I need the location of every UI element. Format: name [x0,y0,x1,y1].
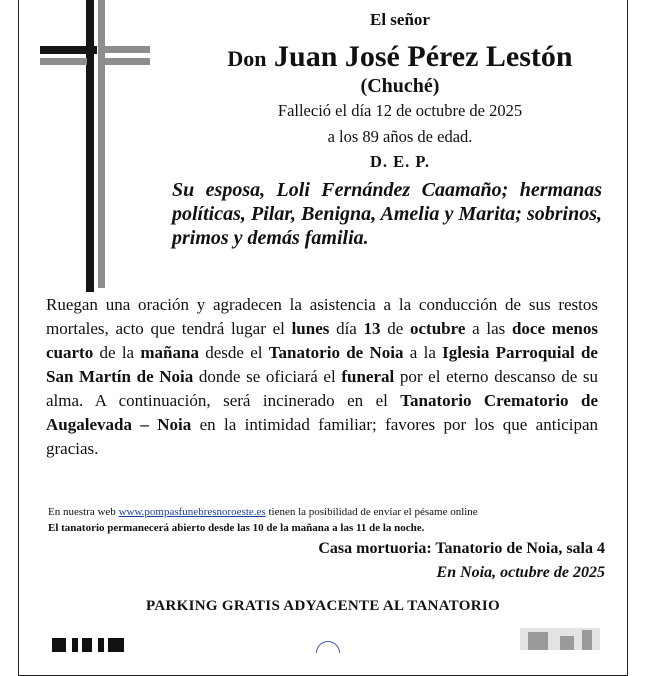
funeral-home-line: Casa mortuoria: Tanatorio de Noia, sala 4 [318,540,605,557]
website-link[interactable]: www.pompasfunebresnoroeste.es [118,506,266,518]
text-segment: desde el [198,343,269,362]
honorific: Don [227,46,267,71]
bold-segment: octubre [410,319,466,338]
text-segment: a las [465,319,512,338]
opening-hours: El tanatorio permanecerá abierto desde las 10 de la mañana a las 11 de la noche. [48,522,425,534]
bold-segment: Tanatorio de Noia [268,343,404,362]
text-segment: por el eterno descanso de su alma. A continuación, será incinerado en el [46,367,598,410]
death-date-line: Falleció el día 12 de octubre de 2025 [277,101,523,120]
bold-segment: doce menos cuarto [46,319,598,362]
prefix: El señor [370,10,430,29]
text-segment: de la [93,343,141,362]
age-line: a los 89 años de edad. [327,127,473,146]
family-paragraph: Su esposa, Loli Fernández Caamaño; hermanas políticas, Pilar, Benigna, Amelia y Marita; sobrinos, primos y demás familia. [172,179,602,249]
text-segment: donde se oficiará el [193,367,342,386]
text-segment: a la [403,343,443,362]
bold-segment: Iglesia Parroquial de San Martín de Noia [46,343,598,386]
bold-segment: mañana [140,343,199,362]
location-photo [520,628,600,650]
web-notice [48,504,608,536]
announcement-paragraph [46,293,598,461]
parking-notice: PARKING GRATIS ADYACENTE AL TANATORIO [146,598,500,614]
bold-segment: lunes [291,319,330,338]
text-segment: Ruegan una oración y agradecen la asistencia a la conducción de sus restos mortales, acto que tendrá lugar el [46,295,598,338]
text-segment: día [329,319,364,338]
bold-segment: funeral [341,367,395,386]
bold-segment: 13 [363,319,381,338]
bold-segment: Tanatorio Crematorio de Augalevada – Noia [46,391,598,434]
text-segment: en la intimidad familiar; favores por los que anticipan gracias. [46,415,598,458]
dep-line: D. E. P. [369,152,431,171]
alias: (Chuché) [360,75,440,97]
full-name: Juan José Pérez Lestón [274,40,573,73]
web-text-after: tienen la posibilidad de enviar el pésame online [265,506,478,518]
deceased-name [170,40,630,74]
web-text-before: En nuestra web [48,506,119,518]
text-segment: de [380,319,411,338]
place-date-line: En Noia, octubre de 2025 [436,564,605,581]
